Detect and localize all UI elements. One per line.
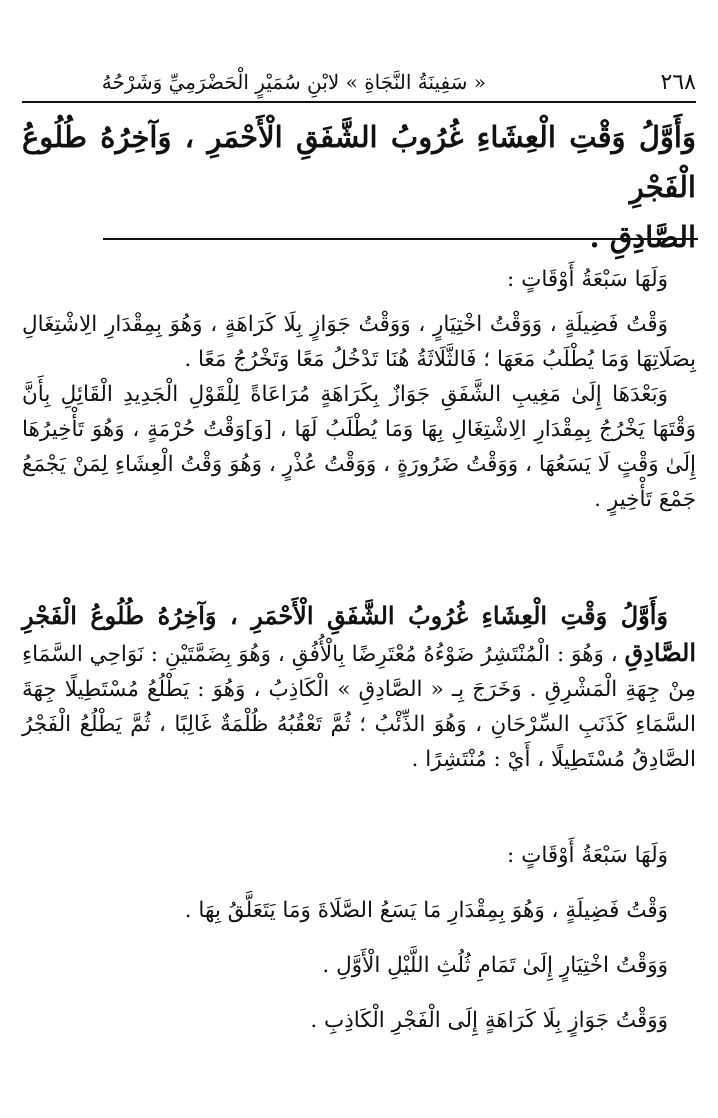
commentary-line: وَقْتُ فَضِيلَةٍ ، وَهُوَ بِمِقْدَارِ مَا يَسَعُ الصَّلَاةَ وَمَا يَتَعَلَّقُ بِهَا . [184,898,668,923]
commentary-section-3 [22,838,696,1038]
page-header [22,66,696,96]
commentary-text: ، وَهُوَ : الْمُنْتَشِرُ ضَوْءُهُ مُعْتَرِضًا بِالْأُفُقِ ، وَهُوَ بِضَمَّتَيْنِ : نَوَاحِي السَّمَاءِ مِنْ جِهَةِ الْمَشْرِقِ . وَخَرَجَ بِـ « الصَّادِقِ » الْكَاذِبُ ، وَهُوَ : يَطْلُعُ مُسْتَطِيلًا جِهَةَ السَّمَاءِ كَذَنَبِ السِّرْحَانِ ، وَهُوَ الذِّئْبُ ؛ ثُمَّ تَعْقُبُهُ ظُلْمَةٌ غَالِبًا ، ثُمَّ يَطْلُعُ الْفَجْرُ الصَّادِقُ مُسْتَطِيلًا ، أَيْ : مُنْتَشِرًا . [22,642,696,772]
commentary-paragraph [22,598,696,777]
commentary-intro: وَلَهَا سَبْعَةُ أَوْقَاتٍ : [507,267,668,292]
commentary-intro: وَلَهَا سَبْعَةُ أَوْقَاتٍ : [507,843,668,868]
running-title: « سَفِينَةُ النَّجَاةِ » لابْنِ سُمَيْرٍ الْحَضْرَمِيِّ وَشَرْحُهُ [101,70,486,94]
commentary-paragraph: وَبَعْدَهَا إِلَىٰ مَغِيبِ الشَّفَقِ جَوَازٌ بِكَرَاهَةٍ مُرَاعَاةً لِلْقَوْلِ الْجَدِيدِ الْقَائِلِ بِأَنَّ وَقْتَهَا يَخْرُجُ بِمِقْدَارِ الِاشْتِغَالِ بِهَا وَمَا يُطْلَبُ لَهَا ، [وَ]وَقْتُ حُرْمَةٍ ، وَهُوَ تَأْخِيرُهَا إِلَىٰ وَقْتٍ لَا يَسَعُهَا ، وَوَقْتُ ضَرُورَةٍ ، وَوَقْتُ عُذْرٍ ، وَهُوَ وَقْتُ الْعِشَاءِ لِمَنْ يَجْمَعُ جَمْعَ تَأْخِيرٍ . [22,382,696,512]
matn-separator-rule [103,238,698,240]
commentary-section-2 [22,598,696,777]
commentary-line: وَوَقْتُ اخْتِيَارٍ إِلَىٰ تَمَامِ ثُلُثِ اللَّيْلِ الْأَوَّلِ . [322,953,668,978]
commentary-paragraph: وَقْتُ فَضِيلَةٍ ، وَوَقْتُ اخْتِيَارٍ ، وَوَقْتُ جَوَازٍ بِلَا كَرَاهَةٍ ، وَهُوَ بِمِقْدَارِ الِاشْتِغَالِ بِصَلَاتِهَا وَمَا يُطْلَبُ مَعَهَا ؛ فَالثَّلَاثَةُ هُنَا تَدْخُلُ مَعًا وَتَخْرُجُ مَعًا . [22,312,696,372]
matn-line: وَأَوَّلُ وَقْتِ الْعِشَاءِ غُرُوبُ الشَّفَقِ الْأَحْمَرِ ، وَآخِرُهُ طُلُوعُ الْفَجْرِ [22,120,696,204]
page-number: ٢٦٨ [660,70,696,95]
matn-quote: وَأَوَّلُ وَقْتِ الْعِشَاءِ غُرُوبُ الشَّفَقِ الْأَحْمَرِ ، وَآخِرُهُ طُلُوعُ الْفَجْرِ الصَّادِقِ [22,601,696,667]
matn-line: الصَّادِقِ . [589,220,696,254]
commentary-section-1 [22,262,696,517]
header-rule [22,101,696,103]
commentary-line: وَوَقْتُ جَوَازٍ بِلَا كَرَاهَةٍ إِلَى الْفَجْرِ الْكَاذِبِ . [310,1008,668,1033]
